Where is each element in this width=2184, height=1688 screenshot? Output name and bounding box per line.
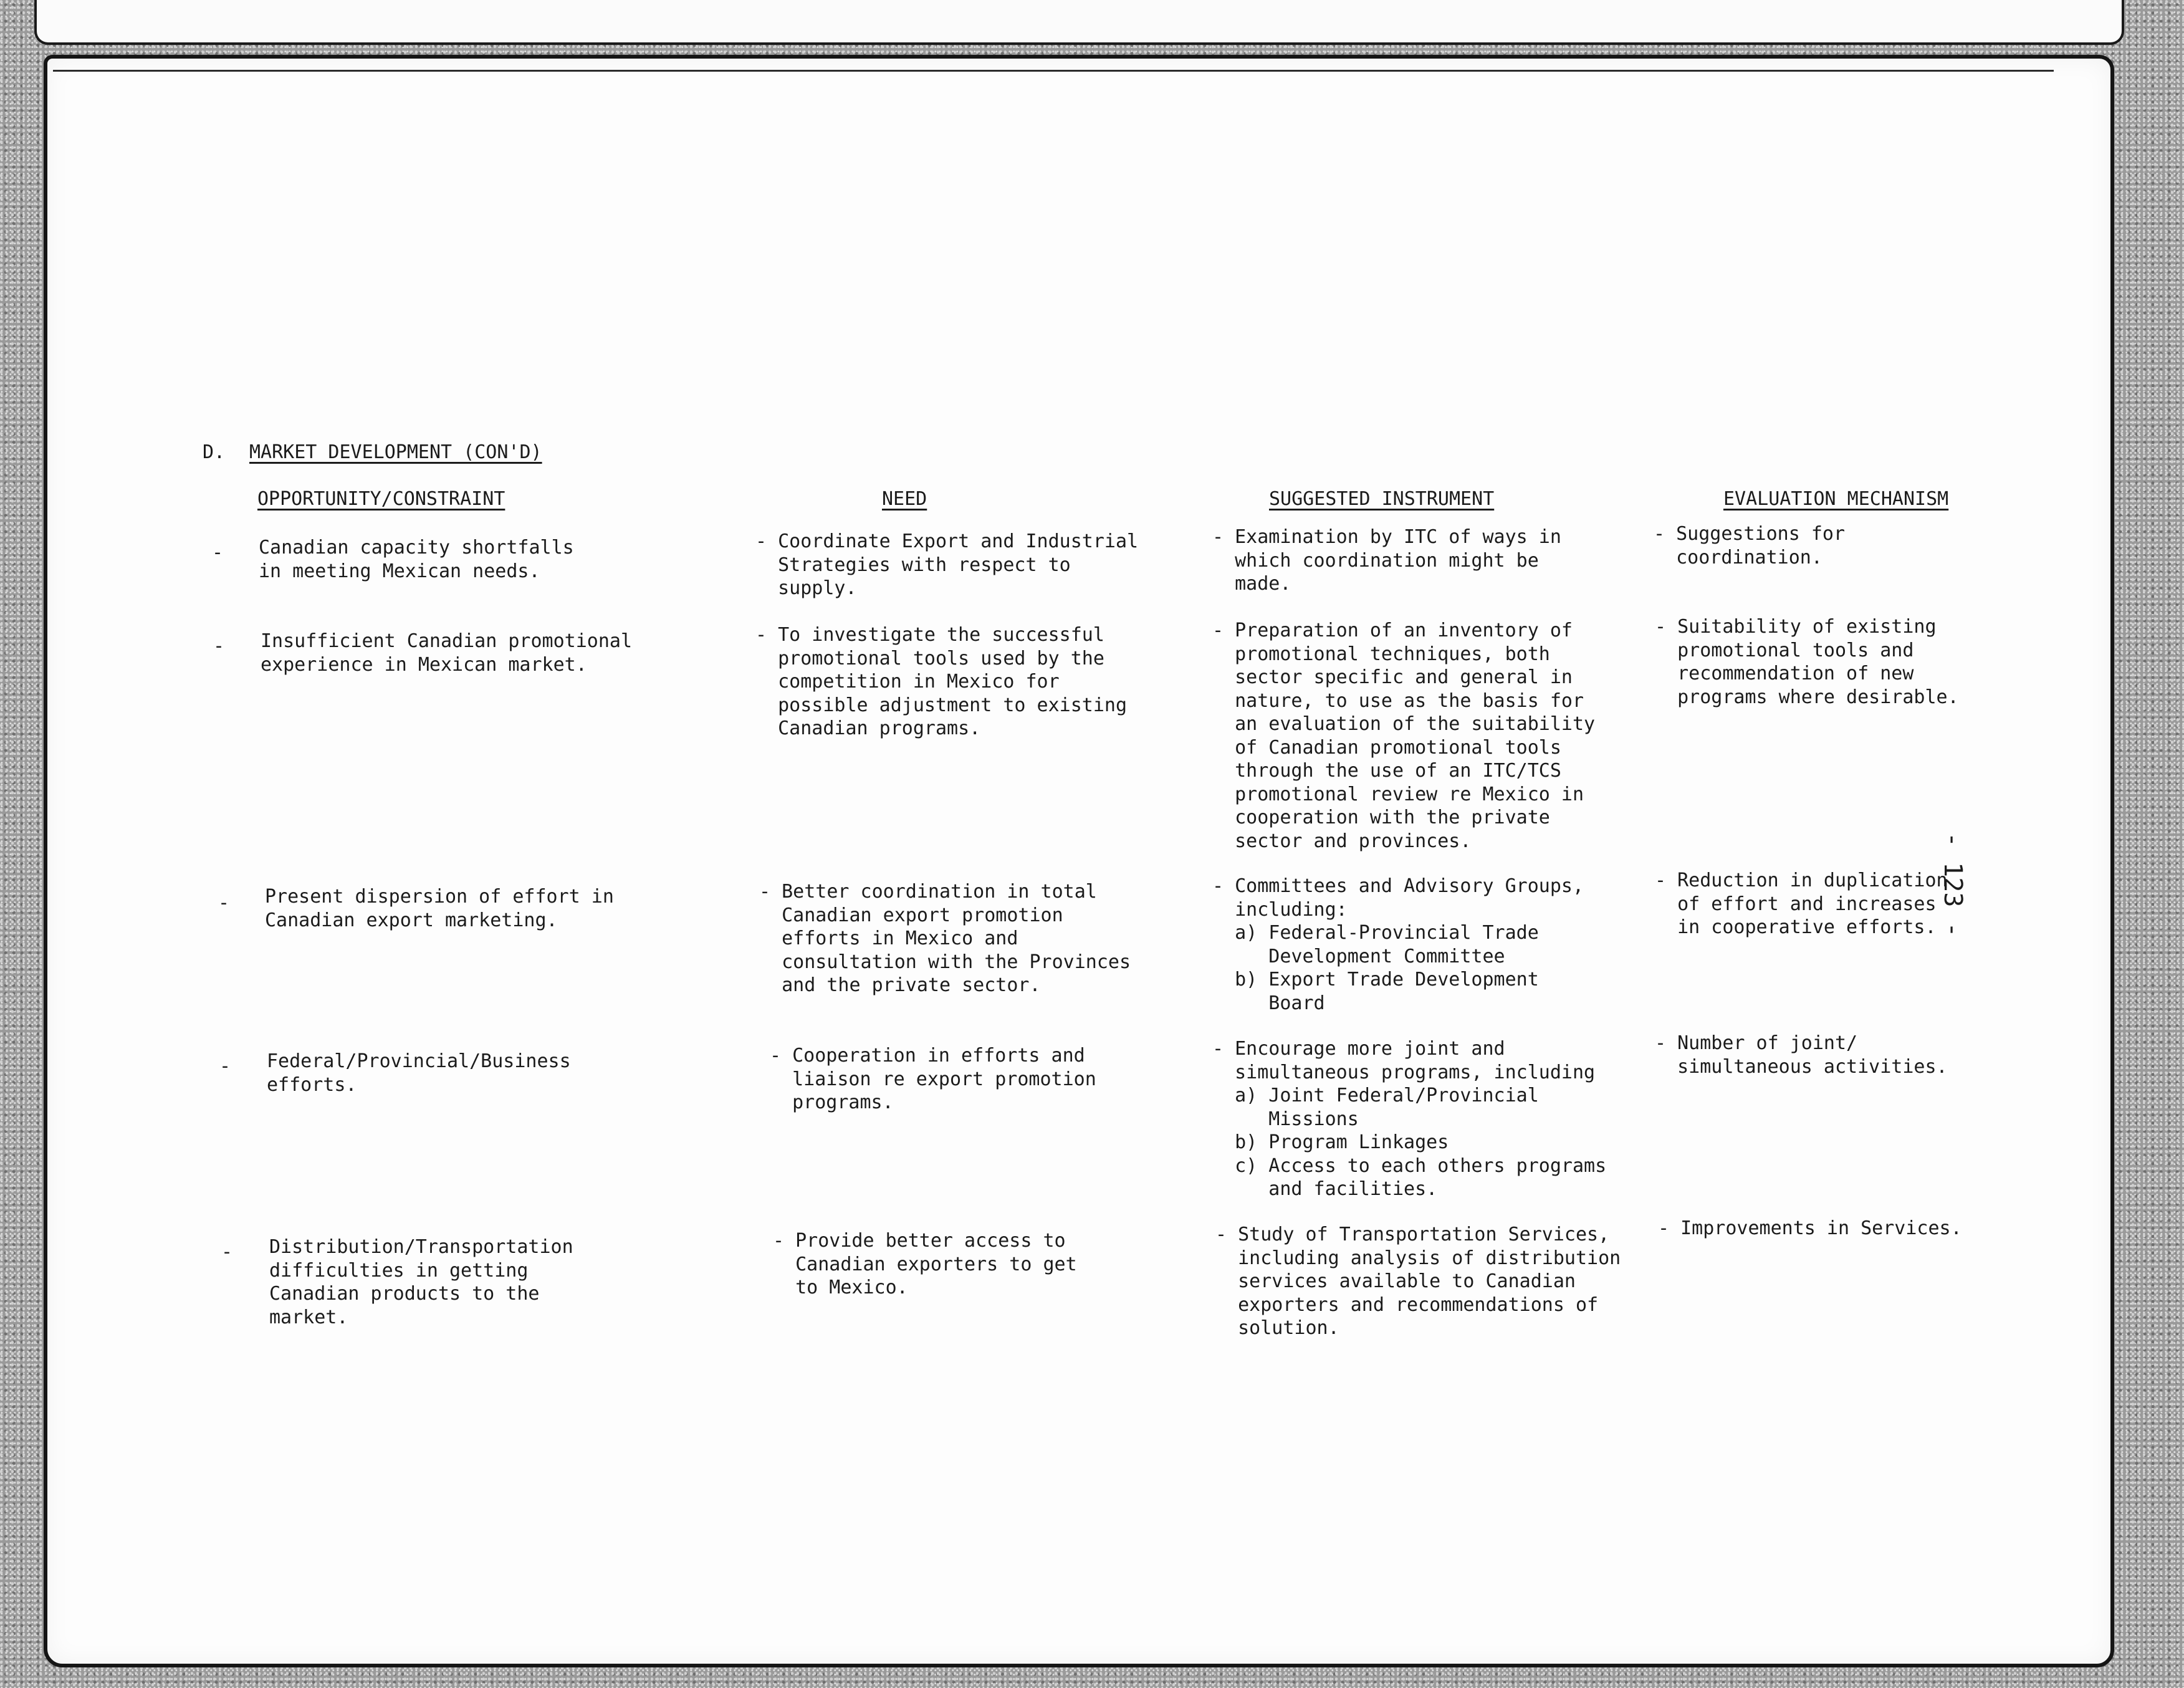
instrument-cell: - Committees and Advisory Groups, including: a) Federal-Provincial Trade Development Committee b) Export Trade Development Board (1212, 875, 1584, 1014)
document-page (44, 55, 2114, 1667)
evaluation-cell: - Suggestions for coordination. (1654, 523, 1846, 568)
need-cell: - To investigate the successful promotional tools used by the competition in Mexico for possible adjustment to existing Canadian programs. (755, 624, 1128, 739)
need-cell: - Coordinate Export and Industrial Strategies with respect to supply. (755, 530, 1139, 599)
column-header-opportunity: OPPORTUNITY/CONSTRAINT (257, 488, 505, 510)
instrument-cell: - Preparation of an inventory of promotional techniques, both sector specific and general in nature, to use as the basis for an evaluation of the suitability of Canadian promotional tools through the use of an ITC/TCS promotional review re Mexico in cooperation with the private sector and provinces. (1212, 620, 1596, 852)
column-header-need: NEED (882, 488, 927, 510)
opportunity-cell: Federal/Provincial/Business efforts. (267, 1050, 571, 1096)
row-marker: - (221, 1241, 233, 1263)
opportunity-cell: Canadian capacity shortfalls in meeting Mexican needs. (259, 537, 574, 582)
section-title: MARKET DEVELOPMENT (CON'D) (249, 441, 542, 463)
page-rule (53, 70, 2054, 72)
evaluation-cell: - Reduction in duplication of effort and increases in cooperative efforts. (1655, 870, 1948, 938)
evaluation-cell: - Number of joint/ simultaneous activities. (1655, 1032, 1948, 1078)
row-marker: - (218, 892, 230, 914)
need-cell: - Provide better access to Canadian exporters to get to Mexico. (773, 1230, 1077, 1298)
evaluation-cell: - Improvements in Services. (1658, 1217, 1962, 1239)
instrument-cell: - Study of Transportation Services, including analysis of distribution services available to Canadian exporters and recommendations of solution. (1215, 1224, 1621, 1339)
evaluation-cell: - Suitability of existing promotional tools and recommendation of new programs where desirable. (1655, 616, 1959, 708)
need-cell: - Better coordination in total Canadian export promotion efforts in Mexico and consultation with the Provinces and the private sector. (759, 881, 1131, 996)
column-header-instrument: SUGGESTED INSTRUMENT (1269, 488, 1495, 510)
previous-page-edge (34, 0, 2124, 45)
section-heading (203, 441, 542, 464)
opportunity-cell: Distribution/Transportation difficulties in getting Canadian products to the market. (269, 1236, 573, 1328)
page-number: - 123 - (1938, 832, 1967, 938)
opportunity-cell: Insufficient Canadian promotional experience in Mexican market. (261, 630, 633, 676)
need-cell: - Cooperation in efforts and liaison re export promotion programs. (770, 1045, 1096, 1113)
row-marker: - (213, 635, 225, 657)
row-marker: - (219, 1055, 231, 1077)
instrument-cell: - Encourage more joint and simultaneous programs, including a) Joint Federal/Provincial Missions b) Program Linkages c) Access to each others programs and facilities. (1212, 1038, 1607, 1200)
instrument-cell: - Examination by ITC of ways in which coordination might be made. (1212, 526, 1561, 595)
section-letter: D. (203, 441, 226, 463)
opportunity-cell: Present dispersion of effort in Canadian export marketing. (265, 886, 614, 931)
row-marker: - (212, 542, 224, 563)
column-header-evaluation: EVALUATION MECHANISM (1723, 488, 1949, 510)
